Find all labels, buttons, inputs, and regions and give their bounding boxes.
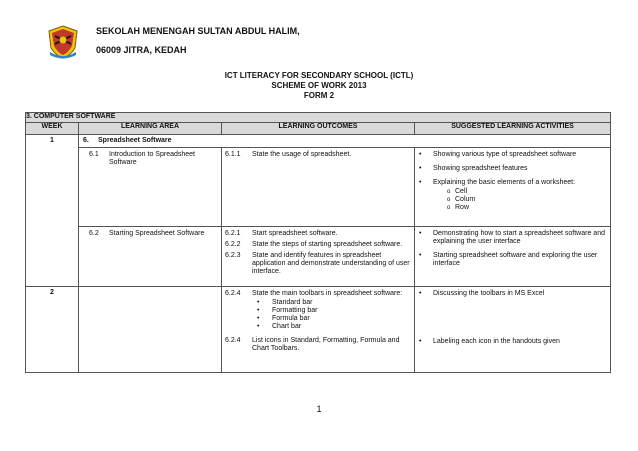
activity-text: Labeling each icon in the handouts given xyxy=(433,338,560,345)
activity-item xyxy=(418,151,608,159)
activity-text: Showing spreadsheet features xyxy=(433,165,528,172)
outcome-number: 6.2.4 xyxy=(225,290,241,297)
school-address: 06009 JITRA, KEDAH xyxy=(96,45,187,55)
column-header-learning-outcomes: LEARNING OUTCOMES xyxy=(222,123,415,135)
topic-number: 6. xyxy=(83,137,89,144)
learning-area-text: Starting Spreadsheet Software xyxy=(109,230,205,237)
list-item: o Cell xyxy=(447,188,608,196)
toolbars-list xyxy=(252,299,412,331)
activity-text: Discussing the toolbars in MS Excel xyxy=(433,290,545,297)
bullet: • xyxy=(419,151,422,158)
table-row xyxy=(26,227,611,287)
section-row xyxy=(26,113,611,123)
table-row xyxy=(26,287,611,373)
topic-cell xyxy=(79,135,611,148)
activities-cell xyxy=(415,148,611,227)
activity-item xyxy=(418,165,608,173)
activity-item xyxy=(418,290,608,298)
activity-text: Demonstrating how to start a spreadsheet software and explaining the user interface xyxy=(433,230,605,245)
outcome-number: 6.1.1 xyxy=(225,151,241,158)
bullet: • xyxy=(419,165,422,172)
page-number: 1 xyxy=(316,404,322,414)
activity-text: Starting spreadsheet software and exploring the user interface xyxy=(433,252,598,267)
table-header-row xyxy=(26,123,611,135)
activity-item xyxy=(418,230,608,246)
list-item: • Chart bar xyxy=(252,323,412,331)
learning-area-number: 6.2 xyxy=(89,230,99,237)
school-name: SEKOLAH MENENGAH SULTAN ABDUL HALIM, xyxy=(96,26,300,36)
bullet: • xyxy=(419,252,422,259)
activity-text-wrap xyxy=(433,179,608,212)
outcome-item xyxy=(225,230,412,238)
outcome-item xyxy=(225,290,412,331)
outcome-item xyxy=(225,151,412,159)
column-header-activities: SUGGESTED LEARNING ACTIVITIES xyxy=(415,123,611,135)
topic-title: Spreadsheet Software xyxy=(98,137,172,144)
outcome-text: List icons in Standard, Formatting, Formula and Chart Toolbars. xyxy=(252,337,400,352)
outcome-item xyxy=(225,241,412,249)
title-line-3: FORM 2 xyxy=(303,91,335,100)
outcome-text: Start spreadsheet software. xyxy=(252,230,338,237)
title-line-1: ICT LITERACY FOR SECONDARY SCHOOL (ICTL) xyxy=(224,71,414,80)
outcome-item xyxy=(225,337,412,353)
bullet: • xyxy=(419,338,422,345)
title-line-2: SCHEME OF WORK 2013 xyxy=(271,81,367,90)
week-cell: 1 xyxy=(26,135,79,287)
document-title xyxy=(0,71,638,101)
outcome-text: State the main toolbars in spreadsheet software: xyxy=(252,290,403,297)
learning-area-text: Introduction to Spreadsheet Software xyxy=(109,151,196,166)
outcome-number: 6.2.4 xyxy=(225,337,241,344)
learning-outcomes-cell xyxy=(222,227,415,287)
outcome-number: 6.2.1 xyxy=(225,230,241,237)
week-cell: 2 xyxy=(26,287,79,373)
activity-item xyxy=(418,179,608,212)
outcome-text: State the steps of starting spreadsheet software. xyxy=(252,241,403,248)
column-header-week: WEEK xyxy=(26,123,79,135)
outcome-text: State and identify features in spreadsheet application and demonstrate understanding of user interface. xyxy=(252,252,410,275)
list-item: • Standard bar xyxy=(252,299,412,307)
outcome-number: 6.2.2 xyxy=(225,241,241,248)
list-item: • Formula bar xyxy=(252,315,412,323)
learning-area-cell xyxy=(79,148,222,227)
outcome-item xyxy=(225,252,412,276)
activities-cell xyxy=(415,287,611,373)
activities-cell xyxy=(415,227,611,287)
scheme-of-work-table xyxy=(25,112,611,373)
school-header xyxy=(0,0,638,70)
list-item: o Row xyxy=(447,204,608,212)
activity-item xyxy=(418,252,608,268)
section-title: 3. COMPUTER SOFTWARE xyxy=(26,113,611,123)
learning-area-number: 6.1 xyxy=(89,151,99,158)
list-item: • Formatting bar xyxy=(252,307,412,315)
table-row xyxy=(26,148,611,227)
worksheet-elements-list xyxy=(447,188,608,212)
school-crest-logo xyxy=(46,24,80,60)
activity-text: Showing various type of spreadsheet software xyxy=(433,151,577,158)
outcome-text: State the usage of spreadsheet. xyxy=(252,151,352,158)
learning-outcomes-cell xyxy=(222,148,415,227)
learning-outcomes-cell xyxy=(222,287,415,373)
outcome-text-wrap xyxy=(252,290,412,331)
bullet: • xyxy=(419,290,422,297)
bullet: • xyxy=(419,179,422,186)
column-header-learning-area: LEARNING AREA xyxy=(79,123,222,135)
activity-text: Explaining the basic elements of a worksheet: xyxy=(433,179,576,186)
activity-item xyxy=(418,338,608,346)
table-row xyxy=(26,135,611,148)
learning-area-cell xyxy=(79,287,222,373)
list-item: o Colum xyxy=(447,196,608,204)
outcome-number: 6.2.3 xyxy=(225,252,241,259)
learning-area-cell xyxy=(79,227,222,287)
bullet: • xyxy=(419,230,422,237)
